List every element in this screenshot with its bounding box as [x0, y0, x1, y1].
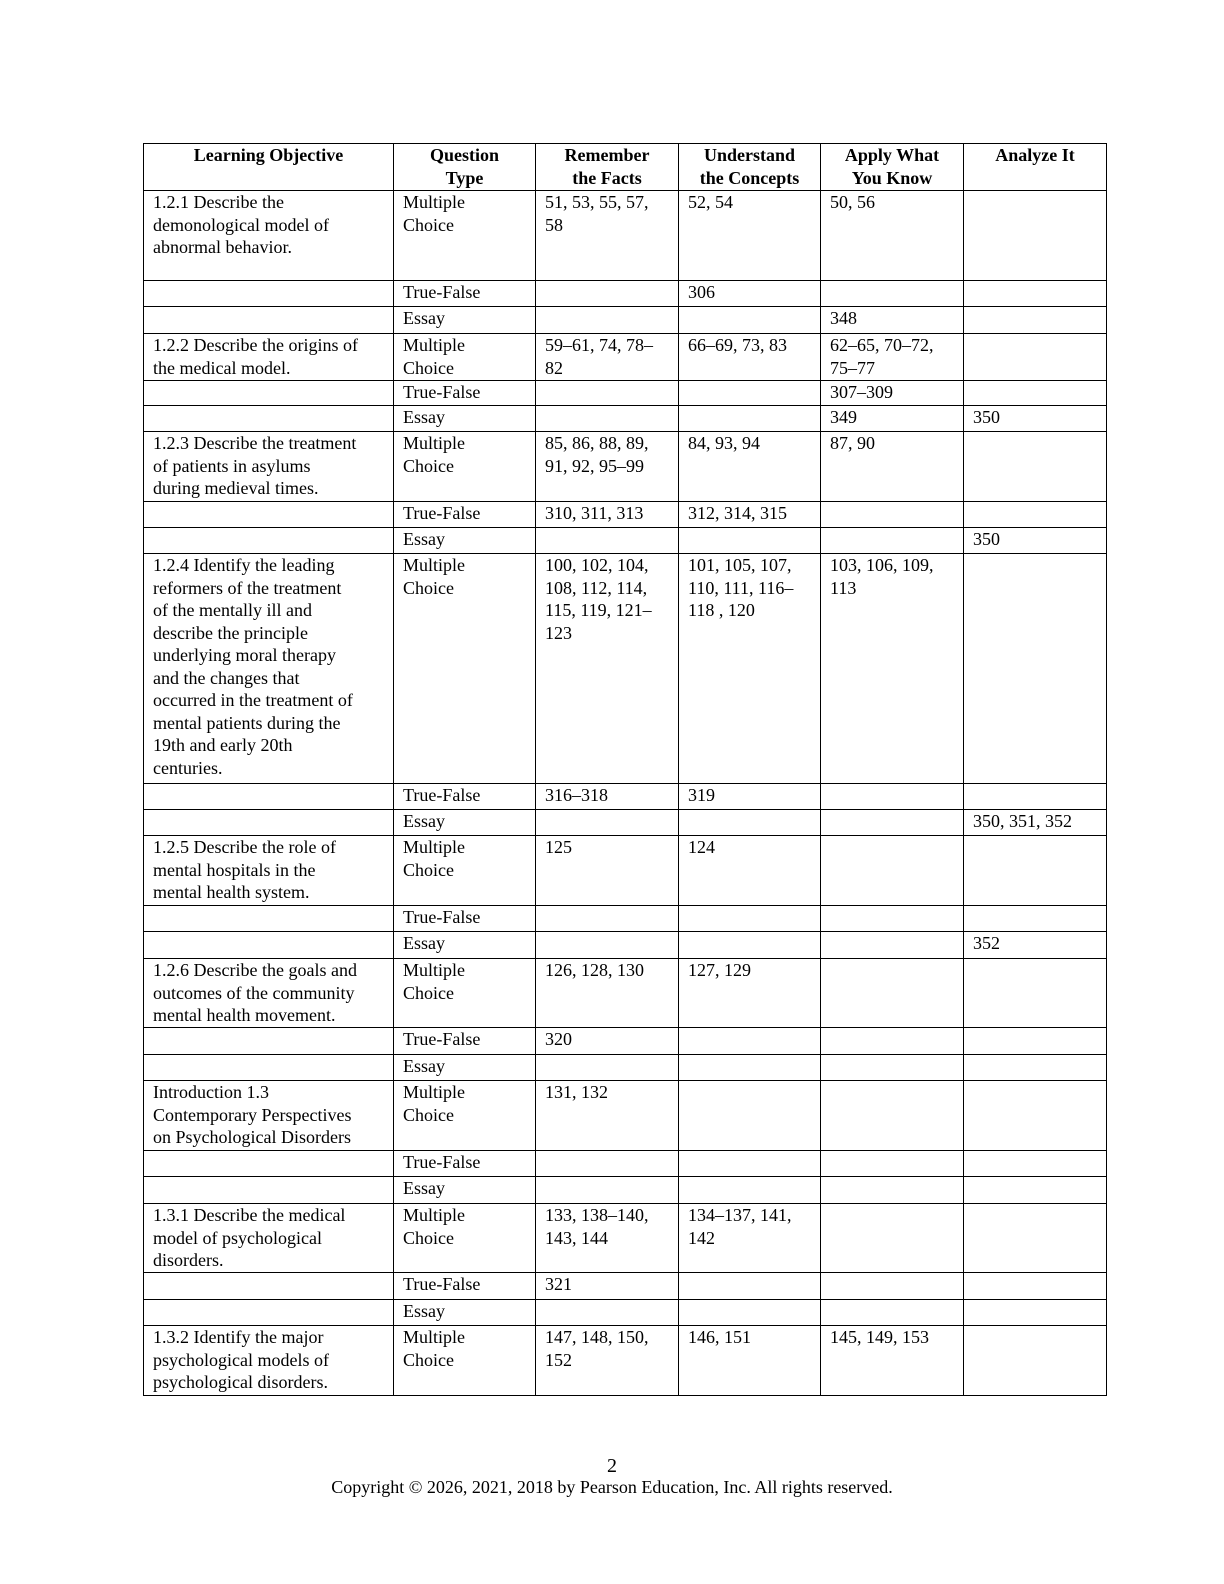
question-type-cell: [394, 281, 536, 307]
question-type-cell: [394, 1204, 536, 1273]
analyze-cell: [964, 1326, 1107, 1396]
understand-cell: [679, 406, 821, 432]
objective-cell: [144, 528, 394, 554]
question-type-cell-text: Essay: [403, 308, 445, 328]
remember-cell: [536, 1151, 679, 1177]
remember-cell: [536, 406, 679, 432]
question-type-cell: [394, 1055, 536, 1081]
objectives-table: [143, 143, 1107, 1396]
question-type-cell-text: Multiple Choice: [403, 1327, 465, 1370]
apply-cell: [821, 191, 964, 281]
analyze-cell: [964, 528, 1107, 554]
question-type-cell-text: Essay: [403, 1178, 445, 1198]
question-type-cell: [394, 932, 536, 959]
remember-cell: [536, 932, 679, 959]
remember-cell: [536, 307, 679, 334]
remember-cell: [536, 432, 679, 502]
understand-cell: [679, 836, 821, 906]
remember-cell: [536, 810, 679, 836]
table-row: [144, 1055, 1107, 1081]
remember-cell: [536, 1326, 679, 1396]
objective-cell: [144, 432, 394, 502]
question-type-cell: [394, 1177, 536, 1204]
understand-cell-text: 84, 93, 94: [688, 433, 760, 453]
table-row: [144, 959, 1107, 1028]
apply-cell: [821, 932, 964, 959]
question-type-cell-text: True-False: [403, 907, 481, 927]
objective-cell-text: 1.3.2 Identify the major psychological models of psychological disorders.: [153, 1327, 329, 1392]
question-type-cell-text: Essay: [403, 529, 445, 549]
question-type-cell-text: Essay: [403, 1301, 445, 1321]
remember-cell: [536, 906, 679, 932]
analyze-cell: [964, 1151, 1107, 1177]
question-type-cell-text: Multiple Choice: [403, 335, 465, 378]
column-header: [536, 144, 679, 191]
question-type-cell-text: Essay: [403, 811, 445, 831]
remember-cell: [536, 1028, 679, 1055]
understand-cell: [679, 1028, 821, 1055]
remember-cell: [536, 334, 679, 381]
understand-cell: [679, 191, 821, 281]
table-row: [144, 810, 1107, 836]
understand-cell: [679, 1273, 821, 1300]
page-number: 2: [607, 1455, 617, 1477]
apply-cell: [821, 528, 964, 554]
objective-cell: [144, 932, 394, 959]
remember-cell-text: 126, 128, 130: [545, 960, 644, 980]
understand-cell-text: 101, 105, 107, 110, 111, 116– 118 , 120: [688, 555, 794, 620]
table-row: [144, 1300, 1107, 1326]
question-type-cell: [394, 959, 536, 1028]
question-type-cell: [394, 406, 536, 432]
remember-cell: [536, 959, 679, 1028]
question-type-cell-text: Multiple Choice: [403, 960, 465, 1003]
objective-cell: [144, 191, 394, 281]
remember-cell: [536, 1300, 679, 1326]
analyze-cell: [964, 1300, 1107, 1326]
objective-cell: [144, 1081, 394, 1151]
remember-cell: [536, 191, 679, 281]
question-type-cell: [394, 334, 536, 381]
apply-cell: [821, 406, 964, 432]
remember-cell-text: 133, 138–140, 143, 144: [545, 1205, 649, 1248]
analyze-cell-text: 350, 351, 352: [973, 811, 1072, 831]
table-row: [144, 432, 1107, 502]
question-type-cell: [394, 1081, 536, 1151]
question-type-cell: [394, 906, 536, 932]
table-row: [144, 1273, 1107, 1300]
remember-cell: [536, 1081, 679, 1151]
column-header: [964, 144, 1107, 191]
apply-cell: [821, 810, 964, 836]
analyze-cell: [964, 1177, 1107, 1204]
understand-cell-text: 319: [688, 785, 715, 805]
objective-cell-text: 1.2.1 Describe the demonological model of abnormal behavior.: [153, 192, 329, 257]
analyze-cell: [964, 432, 1107, 502]
table-row: [144, 1028, 1107, 1055]
understand-cell: [679, 959, 821, 1028]
apply-cell-text: 87, 90: [830, 433, 875, 453]
apply-cell: [821, 281, 964, 307]
analyze-cell: [964, 1055, 1107, 1081]
objective-cell: [144, 1326, 394, 1396]
objective-cell: [144, 381, 394, 406]
analyze-cell: [964, 1273, 1107, 1300]
table-row: [144, 1326, 1107, 1396]
objective-cell-text: 1.2.2 Describe the origins of the medical model.: [153, 335, 358, 378]
question-type-cell-text: True-False: [403, 1029, 481, 1049]
remember-cell: [536, 836, 679, 906]
analyze-cell: [964, 502, 1107, 528]
analyze-cell: [964, 191, 1107, 281]
table-row: [144, 528, 1107, 554]
objective-cell: [144, 554, 394, 784]
question-type-cell-text: True-False: [403, 785, 481, 805]
remember-cell-text: 51, 53, 55, 57, 58: [545, 192, 649, 235]
objective-cell: [144, 1177, 394, 1204]
remember-cell: [536, 554, 679, 784]
table-row: [144, 1204, 1107, 1273]
apply-cell-text: 62–65, 70–72, 75–77: [830, 335, 934, 378]
question-type-cell: [394, 528, 536, 554]
question-type-cell-text: Multiple Choice: [403, 837, 465, 880]
understand-cell: [679, 502, 821, 528]
remember-cell-text: 59–61, 74, 78– 82: [545, 335, 653, 378]
column-header: [679, 144, 821, 191]
apply-cell-text: 103, 106, 109, 113: [830, 555, 934, 598]
apply-cell-text: 50, 56: [830, 192, 875, 212]
question-type-cell-text: Essay: [403, 1056, 445, 1076]
apply-cell: [821, 554, 964, 784]
apply-cell: [821, 381, 964, 406]
table-row: [144, 1151, 1107, 1177]
objective-cell-text: 1.2.3 Describe the treatment of patients in asylums during medieval times.: [153, 433, 357, 498]
question-type-cell: [394, 836, 536, 906]
analyze-cell: [964, 906, 1107, 932]
remember-cell: [536, 1055, 679, 1081]
question-type-cell-text: Multiple Choice: [403, 1205, 465, 1248]
understand-cell: [679, 1204, 821, 1273]
question-type-cell-text: Multiple Choice: [403, 555, 465, 598]
understand-cell: [679, 1300, 821, 1326]
table-row: [144, 381, 1107, 406]
apply-cell-text: 348: [830, 308, 857, 328]
column-header: [394, 144, 536, 191]
analyze-cell-text: 350: [973, 529, 1000, 549]
apply-cell: [821, 1055, 964, 1081]
question-type-cell-text: True-False: [403, 1152, 481, 1172]
table-row: [144, 836, 1107, 906]
understand-cell-text: 134–137, 141, 142: [688, 1205, 792, 1248]
understand-cell-text: 124: [688, 837, 715, 857]
objective-cell-text: 1.2.5 Describe the role of mental hospitals in the mental health system.: [153, 837, 336, 902]
remember-cell: [536, 1273, 679, 1300]
objective-cell: [144, 959, 394, 1028]
objective-cell-text: 1.3.1 Describe the medical model of psychological disorders.: [153, 1205, 346, 1270]
understand-cell-text: 52, 54: [688, 192, 733, 212]
apply-cell-text: 145, 149, 153: [830, 1327, 929, 1347]
column-header-label: Analyze It: [995, 145, 1075, 165]
understand-cell: [679, 381, 821, 406]
table-row: [144, 281, 1107, 307]
understand-cell: [679, 528, 821, 554]
apply-cell: [821, 432, 964, 502]
objective-cell: [144, 1028, 394, 1055]
remember-cell-text: 321: [545, 1274, 572, 1294]
understand-cell: [679, 1326, 821, 1396]
objective-cell: [144, 307, 394, 334]
understand-cell: [679, 784, 821, 810]
remember-cell-text: 320: [545, 1029, 572, 1049]
understand-cell: [679, 1151, 821, 1177]
understand-cell: [679, 810, 821, 836]
objective-cell: [144, 1204, 394, 1273]
analyze-cell: [964, 307, 1107, 334]
objective-cell: [144, 1273, 394, 1300]
apply-cell: [821, 1028, 964, 1055]
apply-cell: [821, 307, 964, 334]
understand-cell: [679, 432, 821, 502]
analyze-cell-text: 350: [973, 407, 1000, 427]
table-row: [144, 554, 1107, 784]
column-header-label: Learning Objective: [193, 145, 344, 165]
objective-cell: [144, 1055, 394, 1081]
apply-cell: [821, 959, 964, 1028]
question-type-cell: [394, 191, 536, 281]
apply-cell: [821, 1326, 964, 1396]
column-header-label: Remember the Facts: [564, 145, 650, 188]
analyze-cell: [964, 334, 1107, 381]
remember-cell: [536, 502, 679, 528]
analyze-cell: [964, 554, 1107, 784]
table-row: [144, 906, 1107, 932]
analyze-cell: [964, 784, 1107, 810]
analyze-cell: [964, 959, 1107, 1028]
remember-cell: [536, 1177, 679, 1204]
remember-cell: [536, 784, 679, 810]
question-type-cell: [394, 810, 536, 836]
analyze-cell: [964, 932, 1107, 959]
objective-cell: [144, 1151, 394, 1177]
question-type-cell-text: True-False: [403, 1274, 481, 1294]
apply-cell: [821, 1151, 964, 1177]
apply-cell-text: 349: [830, 407, 857, 427]
question-type-cell: [394, 432, 536, 502]
table-row: [144, 1177, 1107, 1204]
remember-cell-text: 125: [545, 837, 572, 857]
question-type-cell: [394, 1300, 536, 1326]
objective-cell-text: Introduction 1.3 Contemporary Perspectives on Psychological Disorders: [153, 1082, 352, 1147]
question-type-cell: [394, 554, 536, 784]
question-type-cell: [394, 1273, 536, 1300]
column-header: [144, 144, 394, 191]
question-type-cell-text: True-False: [403, 503, 481, 523]
question-type-cell: [394, 1151, 536, 1177]
objective-cell: [144, 836, 394, 906]
analyze-cell: [964, 1204, 1107, 1273]
table-row: [144, 784, 1107, 810]
objective-cell: [144, 502, 394, 528]
question-type-cell: [394, 784, 536, 810]
remember-cell-text: 316–318: [545, 785, 608, 805]
objective-cell-text: 1.2.4 Identify the leading reformers of the treatment of the mentally ill and describe the principle underlying moral therapy and the changes that occurred in the treatment of mental patients during the 19th and early 20th centuries.: [153, 555, 353, 778]
column-header-label: Understand the Concepts: [699, 145, 800, 188]
analyze-cell: [964, 1081, 1107, 1151]
analyze-cell: [964, 406, 1107, 432]
understand-cell: [679, 1177, 821, 1204]
question-type-cell: [394, 1326, 536, 1396]
question-type-cell: [394, 381, 536, 406]
understand-cell: [679, 281, 821, 307]
apply-cell-text: 307–309: [830, 382, 893, 402]
objective-cell: [144, 810, 394, 836]
apply-cell: [821, 784, 964, 810]
analyze-cell: [964, 836, 1107, 906]
table-row: [144, 406, 1107, 432]
understand-cell: [679, 554, 821, 784]
question-type-cell-text: Multiple Choice: [403, 1082, 465, 1125]
apply-cell: [821, 1081, 964, 1151]
table-header-row: [144, 144, 1107, 191]
remember-cell: [536, 381, 679, 406]
column-header: [821, 144, 964, 191]
analyze-cell: [964, 810, 1107, 836]
understand-cell: [679, 1055, 821, 1081]
table-row: [144, 932, 1107, 959]
analyze-cell-text: 352: [973, 933, 1000, 953]
question-type-cell-text: Multiple Choice: [403, 192, 465, 235]
objective-cell: [144, 784, 394, 810]
question-type-cell-text: True-False: [403, 282, 481, 302]
objective-cell-text: 1.2.6 Describe the goals and outcomes of the community mental health movement.: [153, 960, 357, 1025]
table-row: [144, 334, 1107, 381]
analyze-cell: [964, 381, 1107, 406]
analyze-cell: [964, 281, 1107, 307]
understand-cell: [679, 906, 821, 932]
table-body: [144, 191, 1107, 1396]
remember-cell: [536, 528, 679, 554]
remember-cell-text: 131, 132: [545, 1082, 608, 1102]
table-row: [144, 502, 1107, 528]
question-type-cell-text: Essay: [403, 933, 445, 953]
question-type-cell-text: Multiple Choice: [403, 433, 465, 476]
remember-cell-text: 310, 311, 313: [545, 503, 644, 523]
objective-cell: [144, 906, 394, 932]
apply-cell: [821, 836, 964, 906]
understand-cell-text: 146, 151: [688, 1327, 751, 1347]
understand-cell: [679, 334, 821, 381]
question-type-cell: [394, 1028, 536, 1055]
objective-cell: [144, 406, 394, 432]
table-row: [144, 307, 1107, 334]
objective-cell: [144, 281, 394, 307]
apply-cell: [821, 906, 964, 932]
question-type-cell: [394, 502, 536, 528]
question-type-cell-text: Essay: [403, 407, 445, 427]
question-type-cell: [394, 307, 536, 334]
objective-cell: [144, 1300, 394, 1326]
understand-cell-text: 66–69, 73, 83: [688, 335, 787, 355]
remember-cell-text: 100, 102, 104, 108, 112, 114, 115, 119, 121– 123: [545, 555, 652, 643]
objective-cell: [144, 334, 394, 381]
analyze-cell: [964, 1028, 1107, 1055]
apply-cell: [821, 1273, 964, 1300]
question-type-cell-text: True-False: [403, 382, 481, 402]
understand-cell-text: 312, 314, 315: [688, 503, 787, 523]
apply-cell: [821, 502, 964, 528]
remember-cell-text: 147, 148, 150, 152: [545, 1327, 649, 1370]
apply-cell: [821, 1300, 964, 1326]
remember-cell: [536, 1204, 679, 1273]
column-header-label: Question Type: [429, 145, 499, 188]
understand-cell-text: 306: [688, 282, 715, 302]
copyright-notice: Copyright © 2026, 2021, 2018 by Pearson Education, Inc. All rights reserved.: [331, 1477, 893, 1497]
understand-cell-text: 127, 129: [688, 960, 751, 980]
table-row: [144, 1081, 1107, 1151]
apply-cell: [821, 334, 964, 381]
column-header-label: Apply What You Know: [844, 145, 940, 188]
table-row: [144, 191, 1107, 281]
understand-cell: [679, 307, 821, 334]
remember-cell-text: 85, 86, 88, 89, 91, 92, 95–99: [545, 433, 649, 476]
apply-cell: [821, 1177, 964, 1204]
understand-cell: [679, 1081, 821, 1151]
apply-cell: [821, 1204, 964, 1273]
understand-cell: [679, 932, 821, 959]
remember-cell: [536, 281, 679, 307]
